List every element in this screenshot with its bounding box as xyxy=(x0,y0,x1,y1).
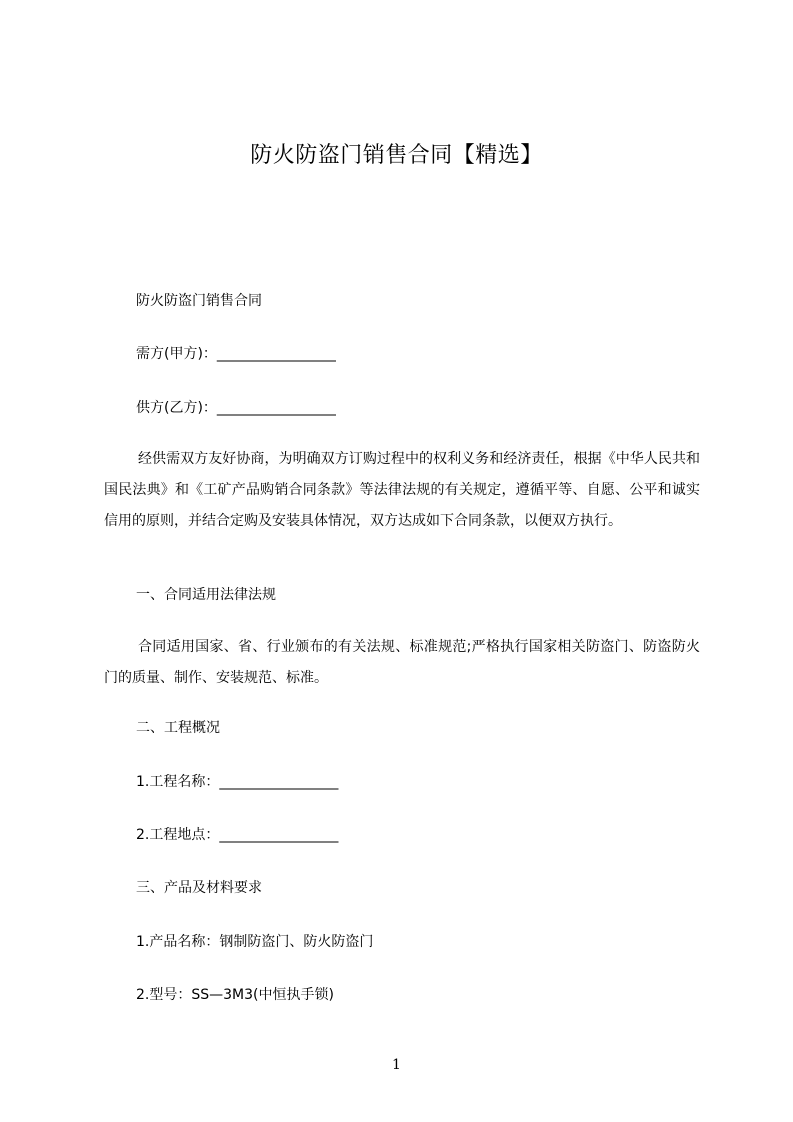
contract-subtitle: 防火防盗门销售合同 xyxy=(136,293,262,309)
project-location-field: 2.工程地点：_________________ xyxy=(136,827,339,843)
section-heading-project: 二、工程概况 xyxy=(136,720,220,736)
intro-paragraph: 经供需双方友好协商，为明确双方订购过程中的权利义务和经济责任，根据《中华人民共和国民法典》和《工矿产品购销合同条款》等法律法规的有关规定，遵循平等、自愿、公平和诚实信用的原则，并结合定购及安装具体情况，双方达成如下合同条款，以便双方执行。 xyxy=(104,451,700,529)
buyer-field: 需方(甲方)：_________________ xyxy=(136,346,336,362)
seller-field: 供方(乙方)：_________________ xyxy=(136,400,336,416)
section-heading-products: 三、产品及材料要求 xyxy=(136,880,262,896)
document-title: 防火防盗门销售合同【精选】 xyxy=(250,143,543,168)
project-name-field: 1.工程名称：_________________ xyxy=(136,774,339,790)
section-laws-paragraph: 合同适用国家、省、行业颁布的有关法规、标准规范;严格执行国家相关防盗门、防盗防火门的质量、制作、安装规范、标准。 xyxy=(104,639,700,686)
page-number: 1 xyxy=(392,1057,401,1073)
section-heading-laws: 一、合同适用法律法规 xyxy=(136,587,276,603)
product-name-line: 1.产品名称：钢制防盗门、防火防盗门 xyxy=(136,934,374,950)
model-line: 2.型号：SS—3M3(中恒执手锁) xyxy=(136,987,334,1003)
